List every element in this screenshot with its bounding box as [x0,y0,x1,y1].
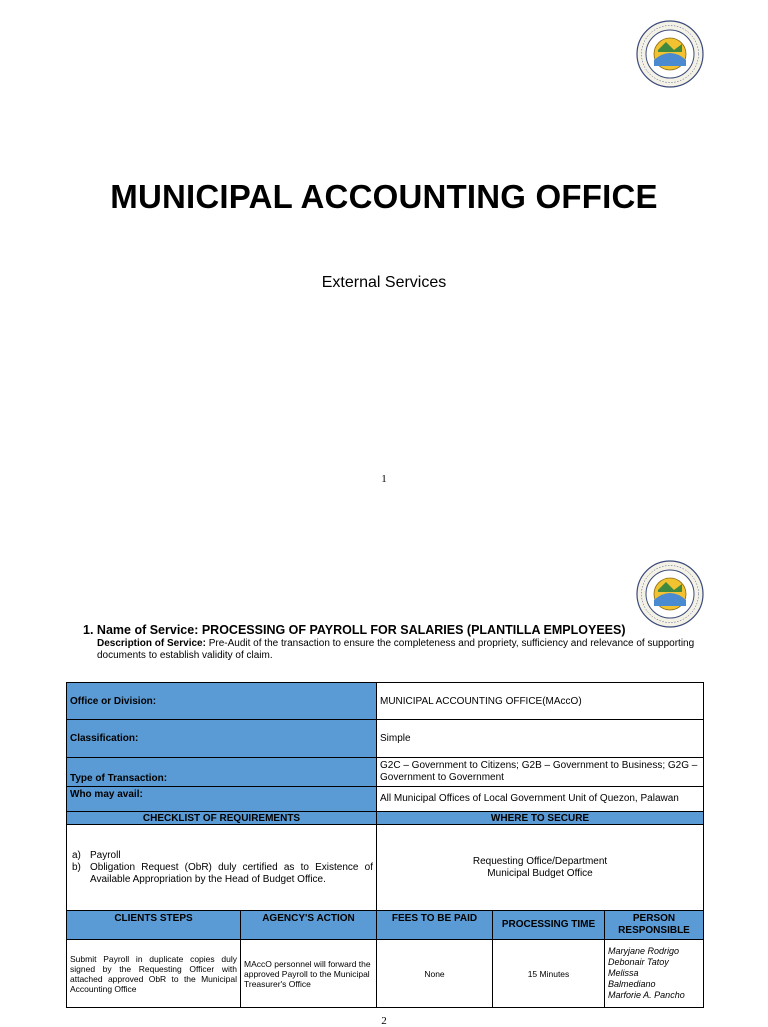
who-may-avail-value: All Municipal Offices of Local Government Unit of Quezon, Palawan [377,787,704,812]
person-responsible-header: PERSON RESPONSIBLE [605,911,704,940]
processing-time-header: PROCESSING TIME [493,911,605,940]
municipal-seal-logo [636,560,704,628]
agency-action-header: AGENCY'S ACTION [241,911,377,940]
page-title: MUNICIPAL ACCOUNTING OFFICE [110,178,658,215]
citizens-charter-table [66,682,704,1008]
classification-value: Simple [377,720,704,758]
service-name-label: Name of Service: [96,623,199,637]
office-value: MUNICIPAL ACCOUNTING OFFICE(MAccO) [377,683,704,720]
service-description [97,638,707,662]
where-to-secure-2: Municipal Budget Office [487,867,593,879]
clients-steps-header: CLIENTS STEPS [67,911,241,940]
service-description-label: Description of Service: [97,638,206,649]
requirement-item: a) Payroll [72,849,121,861]
page-number-2: 2 [381,1015,387,1027]
client-step-cell: Submit Payroll in duplicate copies duly signed by the Requesting Officer with attached approved ObR to the Municipal Accounting Office [67,940,241,1008]
person-name: Balmediano [608,979,656,989]
page-subtitle: External Services [321,274,447,291]
processing-time-cell: 15 Minutes [493,940,605,1008]
fees-header: FEES TO BE PAID [377,911,493,940]
where-to-secure-1: Requesting Office/Department [472,855,608,867]
who-may-avail-label: Who may avail: [67,787,377,812]
service-name-heading [83,623,626,637]
person-name: Debonair Tatoy [608,957,669,967]
page-number: 1 [381,473,387,485]
requirement-item: b) Obligation Request (ObR) duly certified as to Existence of Available Appropriation by the Head of Budget Office. [72,861,373,885]
municipal-seal-logo [636,20,704,88]
agency-action-cell: MAccO personnel will forward the approved Payroll to the Municipal Treasurer's Office [241,940,377,1008]
transaction-type-value: G2C – Government to Citizens; G2B – Government to Business; G2G – Government to Government [377,758,704,787]
classification-label: Classification: [67,720,377,758]
service-description-text: Pre-Audit of the transaction to ensure the completeness and propriety, sufficiency and relevance of supporting documents to establish validity of claim. [97,638,695,661]
requirements-cell [67,825,377,911]
transaction-type-label: Type of Transaction: [67,758,377,787]
person-name: Marforie A. Pancho [608,990,685,1000]
person-name: Maryjane Rodrigo [608,946,680,956]
person-name: Melissa [608,968,639,978]
service-number: 1. [83,623,94,637]
office-label: Office or Division: [67,683,377,720]
person-responsible-cell [605,940,704,1008]
checklist-header: CHECKLIST OF REQUIREMENTS [67,812,377,825]
where-to-secure-cell [377,825,704,911]
service-name: PROCESSING OF PAYROLL FOR SALARIES (PLANTILLA EMPLOYEES) [201,623,626,637]
where-to-secure-header: WHERE TO SECURE [377,812,704,825]
fees-cell: None [377,940,493,1008]
